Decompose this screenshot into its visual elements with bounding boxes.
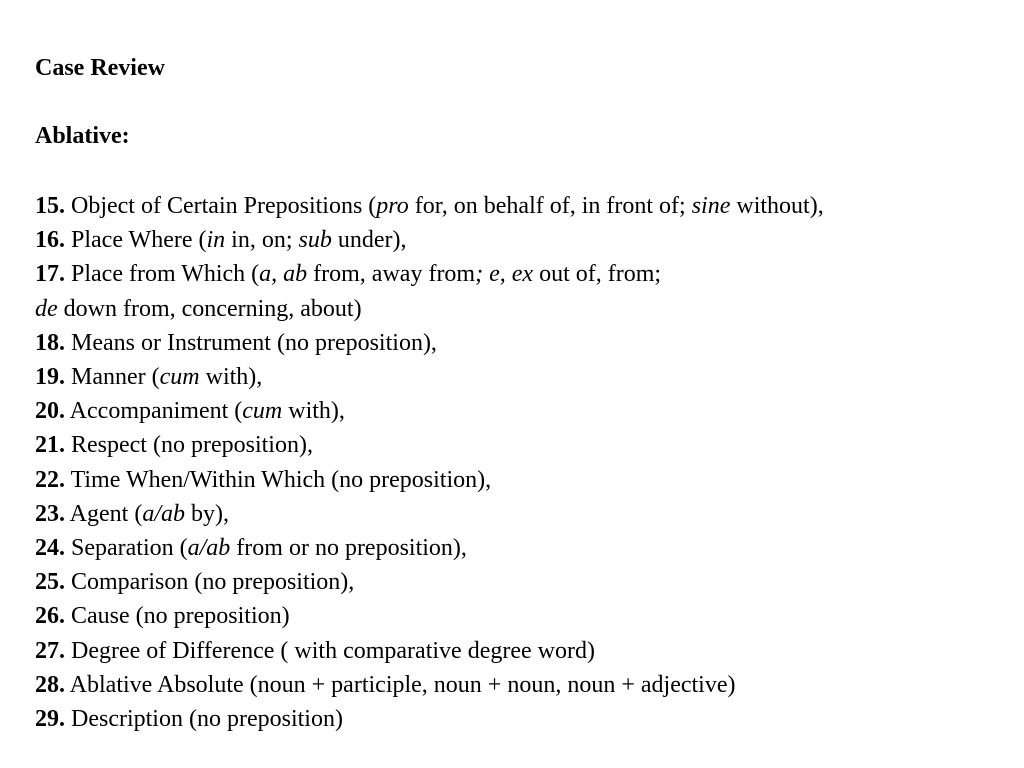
latin-term: ; e, ex	[475, 261, 534, 288]
item-text: Cause (no preposition)	[65, 603, 290, 630]
item-text: out of, from;	[533, 261, 662, 288]
list-item	[35, 189, 824, 223]
item-text: Manner (	[65, 364, 160, 391]
list-item	[35, 292, 824, 326]
item-text: without),	[730, 193, 824, 219]
latin-term: de	[35, 295, 58, 322]
item-text: Time When/Within Which (no preposition),	[65, 466, 492, 493]
latin-term: sub	[298, 227, 332, 254]
item-number: 20.	[35, 398, 65, 425]
list-item	[35, 360, 824, 394]
item-text: by),	[185, 500, 229, 527]
item-text: Means or Instrument (no preposition),	[65, 329, 437, 356]
item-number: 18.	[35, 329, 65, 356]
item-text: down from, concerning, about)	[57, 295, 362, 322]
item-text: Place Where (	[65, 227, 207, 254]
list-item	[35, 223, 824, 257]
item-number: 24.	[35, 535, 65, 562]
case-use-list	[35, 189, 824, 736]
item-text: Description (no preposition)	[65, 706, 343, 733]
item-text: with),	[199, 364, 263, 391]
item-text: under),	[331, 227, 407, 254]
item-number: 29.	[35, 706, 65, 733]
item-number: 15.	[35, 193, 65, 219]
latin-term: a/ab	[142, 500, 185, 527]
item-number: 21.	[35, 432, 65, 459]
list-item	[35, 634, 824, 668]
latin-term: cum	[159, 364, 200, 391]
item-number: 17.	[35, 261, 65, 288]
item-text: Object of Certain Prepositions (	[65, 193, 377, 219]
latin-term: sine	[691, 193, 731, 219]
item-text: from, away from	[307, 261, 476, 288]
list-item	[35, 497, 824, 531]
list-item	[35, 326, 824, 360]
item-text: with),	[282, 398, 345, 425]
item-text: Agent (	[65, 500, 143, 527]
item-text: Respect (no preposition),	[65, 432, 313, 459]
list-item	[35, 668, 824, 702]
list-item	[35, 531, 824, 565]
section-heading: Ablative:	[35, 123, 130, 149]
list-item	[35, 702, 824, 736]
item-number: 26.	[35, 603, 65, 630]
latin-term: pro	[376, 193, 409, 219]
item-text: from or no preposition),	[230, 535, 467, 562]
item-text: for, on behalf of, in front of;	[408, 193, 692, 219]
item-text: Place from Which (	[65, 261, 260, 288]
latin-term: a/ab	[187, 535, 231, 562]
list-item	[35, 599, 824, 633]
latin-term: in	[206, 227, 226, 254]
item-text: Comparison (no preposition),	[65, 569, 355, 596]
item-text: Separation (	[65, 535, 188, 562]
item-text: Accompaniment (	[65, 398, 243, 425]
list-item	[35, 257, 824, 291]
list-item	[35, 394, 824, 428]
item-text: in, on;	[225, 227, 299, 254]
list-item	[35, 565, 824, 599]
item-number: 28.	[35, 671, 65, 698]
item-number: 27.	[35, 637, 65, 664]
item-number: 16.	[35, 227, 65, 254]
item-number: 23.	[35, 500, 65, 527]
latin-term: a, ab	[259, 261, 308, 288]
page-title: Case Review	[35, 55, 165, 81]
item-text: Degree of Difference ( with comparative degree word)	[65, 637, 595, 664]
list-item	[35, 428, 824, 462]
item-number: 25.	[35, 569, 65, 596]
item-number: 19.	[35, 364, 65, 391]
list-item	[35, 463, 824, 497]
item-text: Ablative Absolute (noun + participle, noun + noun, noun + adjective)	[65, 671, 736, 698]
latin-term: cum	[242, 398, 283, 425]
item-number: 22.	[35, 466, 65, 493]
